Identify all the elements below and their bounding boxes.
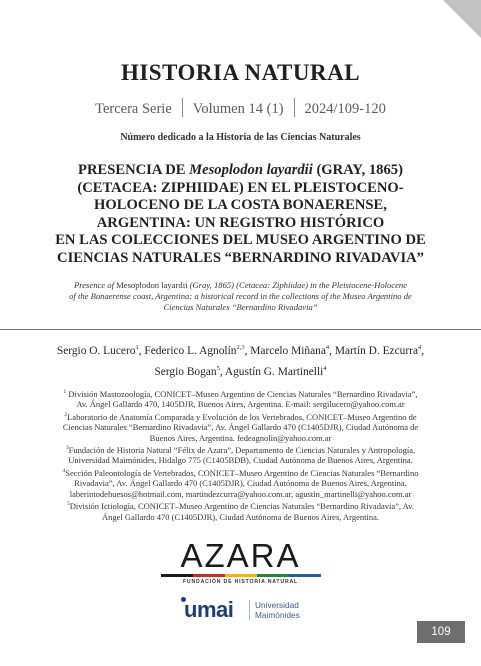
author-separator: ,	[421, 344, 425, 357]
author-affiliation-mark: 4	[323, 364, 327, 372]
author-name: Martín D. Ezcurra	[334, 344, 419, 357]
umai-logo-university	[255, 600, 300, 620]
author-affiliation-mark: 4	[325, 344, 330, 351]
umai-logo-divider	[249, 600, 250, 620]
affiliation-line: División Ictiología, CONICET–Museo Argentino de Ciencias Naturales “Bernardino Rivadavia”, Av.	[69, 501, 414, 512]
affiliation-line: Av. Ángel Gallardo 470, 1405DJR, Buenos Aires, Argentina. E-mail: sergilucero@yahoo.com.ar	[76, 399, 405, 410]
title-species: Mesoplodon layardii	[189, 162, 313, 178]
affiliation-line: Rivadavia”, Av. Ángel Gallardo 470 (C1405DJR), Ciudad Autónoma de Buenos Aires, Argentina.	[74, 478, 407, 489]
affiliation-line: Ciencias Naturales “Bernardino Rivadavia”, Av. Ángel Gallardo 470 (C1405DJR), Ciudad Autónoma de	[62, 422, 419, 433]
title-line: ARGENTINA: UN REGISTRO HISTÓRICO	[96, 214, 385, 231]
azara-color-segment	[225, 574, 257, 577]
affiliation-line: Laboratorio de Anatomía Comparada y Evolución de los Vertebrados, CONICET–Museo Argentino de	[67, 411, 417, 422]
umai-logo-line: Universidad	[255, 600, 299, 610]
author-name: Sergio O. Lucero	[56, 344, 136, 357]
author-separator: ,	[138, 344, 145, 357]
author-affiliation-mark: 4	[418, 344, 422, 351]
divider	[182, 98, 183, 117]
azara-color-segment	[161, 574, 193, 577]
affiliation-line: Buenos Aires, Argentina. fedeagnolin@yahoo.com.ar	[149, 432, 332, 443]
umai-logo	[178, 597, 318, 625]
title-line: (CETACEA: ZIPHIIDAE) EN EL PLEISTOCENO-	[77, 179, 404, 196]
affiliations	[30, 387, 451, 522]
affiliation-line: Universidad Maimónides, Hidalgo 775 (C1405BDB), Ciudad Autónoma de Buenos Aires, Argentina.	[68, 455, 413, 466]
azara-color-segment	[257, 574, 289, 577]
journal-issue-line	[0, 98, 481, 118]
affiliation-line: laberintodehuesos@hotmail.com, martindezcurra@yahoo.com.ar, agustin_martinelli@yahoo.com.ar	[69, 488, 412, 499]
author-separator: ,	[329, 344, 335, 357]
dedication: Número dedicado a la Historia de las Ciencias Naturales	[120, 132, 361, 143]
divider-rule	[0, 329, 481, 330]
azara-color-bar	[0, 574, 481, 577]
affiliation-mark: 2	[64, 411, 68, 418]
author-list	[0, 339, 481, 381]
umai-logo-word: umai	[184, 597, 234, 622]
umai-logo-line: Maimónides	[255, 610, 300, 620]
author-affiliation-mark: 5	[216, 364, 220, 372]
series: Tercera Serie	[95, 101, 172, 117]
journal-title: HISTORIA NATURAL	[120, 60, 361, 85]
english-title	[30, 280, 451, 313]
author-separator: ,	[244, 344, 251, 357]
affiliation-line: Fundación de Historia Natural “Félix de Azara”, Departamento de Ciencias Naturales y Antropología,	[68, 444, 416, 455]
azara-logo-word: AZARA	[180, 537, 301, 574]
title-line: CIENCIAS NATURALES “BERNARDINO RIVADAVIA”	[57, 249, 424, 266]
title-text: (GRAY, 1865)	[312, 162, 403, 178]
subtitle-text: Presence of	[73, 280, 117, 290]
title-text: PRESENCIA DE	[78, 162, 190, 178]
subtitle-line: Ciencias Naturales “Bernardino Rivadavia”	[163, 302, 318, 312]
affiliation-mark: 1	[63, 389, 67, 395]
author-affiliation-mark: 1	[135, 344, 139, 351]
affiliation-line: Ángel Gallardo 470 (C1405DJR), Ciudad Autónoma de Buenos Aires, Argentina.	[101, 511, 379, 522]
page-number: 109	[417, 621, 465, 643]
subtitle-text: (Gray, 1865) (Cetacea: Ziphiidae) in the Pleistocene-Holocene	[187, 280, 408, 290]
volume: Volumen 14 (1)	[192, 101, 284, 117]
affiliation-line: División Mastozoología, CONICET–Museo Argentino de Ciencias Naturales “Bernardino Rivadavia”,	[66, 388, 418, 399]
author-name: Sergio Bogan	[154, 365, 217, 378]
affiliation-line: Sección Paleontología de Vertebrados, CONICET–Museo Argentino de Ciencias Naturales “Bernardino	[65, 467, 419, 478]
azara-color-segment	[289, 574, 321, 577]
subtitle-line: of the Bonaerense coast, Argentina: a historical record in the collections of the Museo Argentino de	[69, 291, 412, 301]
title-line: HOLOCENO DE LA COSTA BONAERENSE,	[94, 197, 387, 214]
author-separator: ,	[219, 365, 225, 378]
author-name: Federico L. Agnolín	[144, 344, 237, 357]
author-name: Agustín G. Martinelli	[224, 365, 324, 378]
azara-logo-tagline: FUNDACIÓN DE HISTORIA NATURAL	[182, 579, 299, 585]
article-title	[40, 162, 441, 268]
author-affiliation-mark: 2,3	[236, 344, 245, 351]
page-corner-tab	[443, 0, 481, 38]
affiliation-mark: 5	[66, 501, 70, 508]
divider	[294, 98, 295, 117]
author-name: Marcelo Miñana	[250, 344, 326, 357]
affiliation-mark: 4	[62, 467, 66, 474]
title-line: EN LAS COLECCIONES DEL MUSEO ARGENTINO DE	[55, 232, 426, 249]
year-pages: 2024/109-120	[304, 101, 386, 117]
subtitle-species: Mesoplodon layardii	[116, 280, 188, 290]
affiliation-mark: 3	[65, 445, 69, 452]
azara-logo	[0, 539, 481, 585]
azara-color-segment	[193, 574, 225, 577]
